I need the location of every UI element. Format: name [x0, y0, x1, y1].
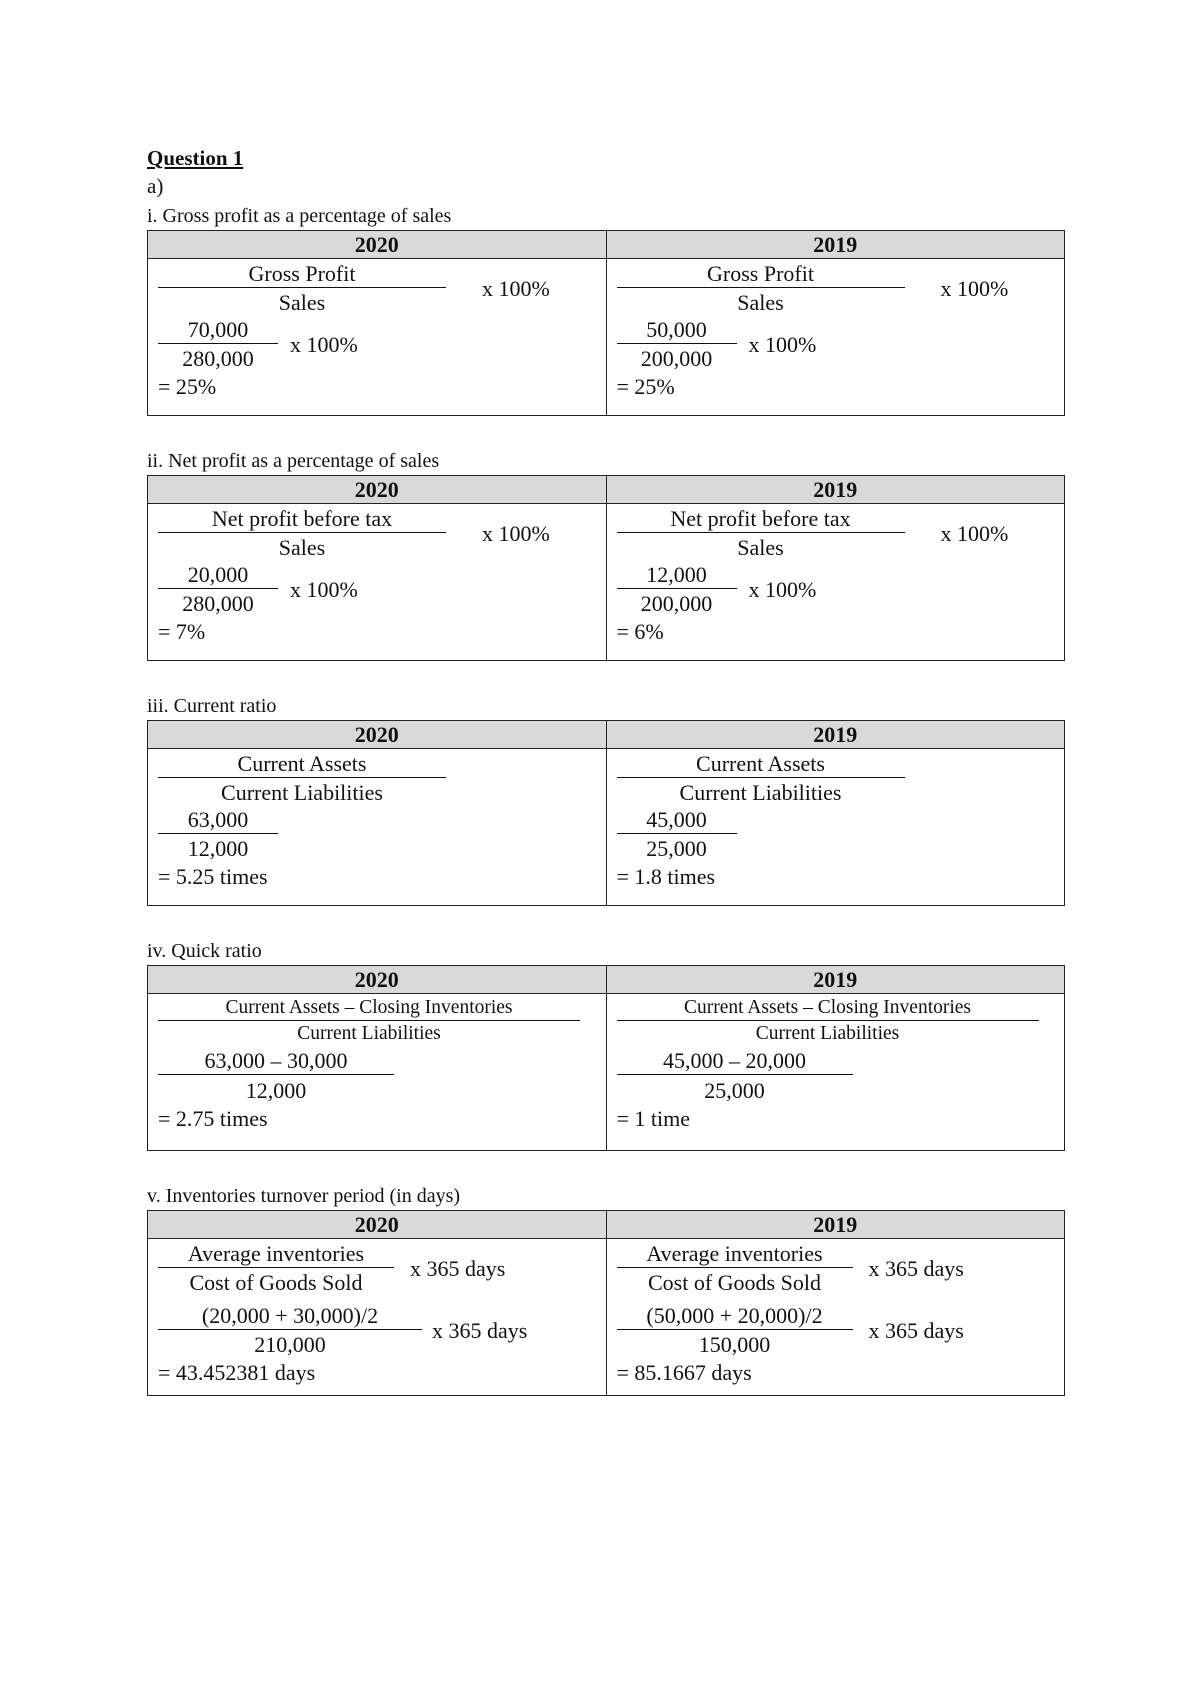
table-body-row — [148, 749, 1064, 905]
result: = 43.452381 days — [158, 1360, 316, 1385]
calc-numerator: (20,000 + 30,000)/2 — [201, 1303, 379, 1328]
calc-numerator: 50,000 — [646, 317, 707, 342]
section-heading: v. Inventories turnover period (in days) — [147, 1185, 461, 1207]
formula-denominator: Sales — [278, 535, 326, 560]
year-header: 2020 — [354, 232, 399, 257]
fraction-line — [158, 777, 446, 778]
result: = 1.8 times — [616, 864, 716, 889]
formula-denominator: Current Liabilities — [297, 1023, 441, 1044]
calc-numerator: 63,000 – 30,000 — [204, 1048, 348, 1073]
section-heading: ii. Net profit as a percentage of sales — [147, 450, 440, 472]
formula-denominator: Cost of Goods Sold — [648, 1270, 821, 1295]
column-2019 — [606, 1239, 1065, 1395]
column-2020 — [148, 1239, 606, 1395]
section-net-profit — [147, 447, 1065, 661]
table-header-row — [148, 966, 1064, 994]
calc-multiplier: x 100% — [748, 577, 817, 602]
formula-numerator: Gross Profit — [248, 261, 356, 286]
formula-denominator: Current Liabilities — [679, 780, 842, 805]
fraction-line — [617, 588, 737, 589]
table-body-row — [148, 504, 1064, 660]
table-body-row — [148, 994, 1064, 1150]
result: = 2.75 times — [158, 1106, 268, 1131]
fraction-line — [617, 287, 905, 288]
formula-numerator: Net profit before tax — [211, 506, 393, 531]
formula-denominator: Sales — [278, 290, 326, 315]
calc-denominator: 280,000 — [182, 591, 254, 616]
result: = 6% — [616, 619, 664, 644]
table-header-row — [148, 476, 1064, 504]
formula-denominator: Sales — [737, 290, 784, 315]
result: = 1 time — [616, 1106, 691, 1131]
result: = 25% — [158, 374, 217, 399]
fraction-line — [617, 1329, 853, 1330]
year-header: 2019 — [606, 721, 1065, 748]
fraction-line — [158, 1329, 422, 1330]
section-heading: iii. Current ratio — [147, 695, 277, 717]
column-2019 — [606, 259, 1065, 415]
ratio-table — [147, 230, 1065, 416]
fraction-line — [158, 1074, 394, 1075]
fraction-line — [617, 1020, 1039, 1021]
calc-denominator: 210,000 — [254, 1332, 326, 1357]
section-inventories-turnover — [147, 1182, 1065, 1396]
year-header: 2020 — [354, 967, 399, 992]
calc-multiplier: x 365 days — [432, 1318, 528, 1343]
year-header: 2019 — [606, 476, 1065, 503]
column-2020 — [148, 504, 606, 660]
formula-denominator: Sales — [737, 535, 784, 560]
formula-denominator: Cost of Goods Sold — [189, 1270, 363, 1295]
column-2020 — [148, 994, 606, 1150]
calc-denominator: 150,000 — [698, 1332, 771, 1357]
year-header: 2020 — [354, 722, 399, 747]
column-2020 — [148, 749, 606, 905]
calc-multiplier: x 365 days — [868, 1318, 964, 1343]
result: = 7% — [158, 619, 206, 644]
calc-denominator: 12,000 — [187, 836, 249, 861]
ratio-table — [147, 965, 1065, 1151]
formula-numerator: Average inventories — [187, 1241, 365, 1266]
table-body-row — [148, 1239, 1064, 1395]
formula-multiplier: x 365 days — [868, 1256, 964, 1281]
column-2019 — [606, 994, 1065, 1150]
calc-denominator: 12,000 — [245, 1078, 307, 1103]
calc-numerator: 20,000 — [187, 562, 249, 587]
formula-numerator: Average inventories — [646, 1241, 823, 1266]
calc-numerator: 63,000 — [187, 807, 249, 832]
calc-denominator: 25,000 — [704, 1078, 765, 1103]
formula-multiplier: x 100% — [482, 521, 550, 546]
ratio-table — [147, 475, 1065, 661]
ratio-table — [147, 1210, 1065, 1396]
year-header: 2019 — [606, 966, 1065, 993]
section-heading: i. Gross profit as a percentage of sales — [147, 205, 452, 227]
result: = 25% — [616, 374, 675, 399]
calc-multiplier: x 100% — [290, 577, 358, 602]
calc-denominator: 25,000 — [646, 836, 707, 861]
formula-multiplier: x 365 days — [410, 1256, 506, 1281]
formula-multiplier: x 100% — [940, 521, 1009, 546]
fraction-line — [158, 287, 446, 288]
section-heading: iv. Quick ratio — [147, 940, 262, 962]
calc-numerator: 70,000 — [187, 317, 249, 342]
ratio-table — [147, 720, 1065, 906]
formula-numerator: Current Assets — [237, 751, 367, 776]
calc-numerator: 45,000 – 20,000 — [663, 1048, 806, 1073]
year-header: 2019 — [606, 1211, 1065, 1238]
formula-numerator: Current Assets – Closing Inventories — [683, 997, 972, 1018]
table-body-row — [148, 259, 1064, 415]
calc-numerator: 45,000 — [646, 807, 707, 832]
year-header: 2020 — [354, 477, 399, 502]
table-header-row — [148, 721, 1064, 749]
calc-denominator: 200,000 — [640, 346, 713, 371]
section-gross-profit — [147, 202, 1065, 416]
calc-numerator: (50,000 + 20,000)/2 — [646, 1303, 823, 1328]
table-header-row — [148, 231, 1064, 259]
fraction-line — [617, 1074, 853, 1075]
fraction-line — [158, 1267, 394, 1268]
fraction-line — [617, 833, 737, 834]
column-2019 — [606, 504, 1065, 660]
fraction-line — [617, 343, 737, 344]
formula-numerator: Current Assets — [696, 751, 825, 776]
calc-denominator: 200,000 — [640, 591, 713, 616]
part-label: a) — [147, 174, 164, 198]
section-quick-ratio — [147, 937, 1065, 1151]
result: = 85.1667 days — [616, 1360, 752, 1385]
formula-numerator: Net profit before tax — [670, 506, 851, 531]
fraction-line — [617, 532, 905, 533]
calc-multiplier: x 100% — [748, 332, 817, 357]
formula-numerator: Gross Profit — [707, 261, 814, 286]
formula-denominator: Current Liabilities — [221, 780, 383, 805]
fraction-line — [158, 833, 278, 834]
question-title: Question 1 — [147, 146, 244, 170]
year-header: 2019 — [606, 231, 1065, 258]
formula-numerator: Current Assets – Closing Inventories — [225, 997, 513, 1018]
section-current-ratio — [147, 692, 1065, 906]
calc-numerator: 12,000 — [646, 562, 707, 587]
formula-multiplier: x 100% — [482, 276, 550, 301]
fraction-line — [158, 588, 278, 589]
formula-denominator: Current Liabilities — [755, 1023, 900, 1044]
calc-denominator: 280,000 — [182, 346, 254, 371]
fraction-line — [158, 343, 278, 344]
column-2019 — [606, 749, 1065, 905]
year-header: 2020 — [354, 1212, 399, 1237]
result: = 5.25 times — [158, 864, 268, 889]
fraction-line — [158, 532, 446, 533]
fraction-line — [617, 777, 905, 778]
calc-multiplier: x 100% — [290, 332, 358, 357]
formula-multiplier: x 100% — [940, 276, 1009, 301]
fraction-line — [617, 1267, 853, 1268]
column-2020 — [148, 259, 606, 415]
fraction-line — [158, 1020, 580, 1021]
table-header-row — [148, 1211, 1064, 1239]
